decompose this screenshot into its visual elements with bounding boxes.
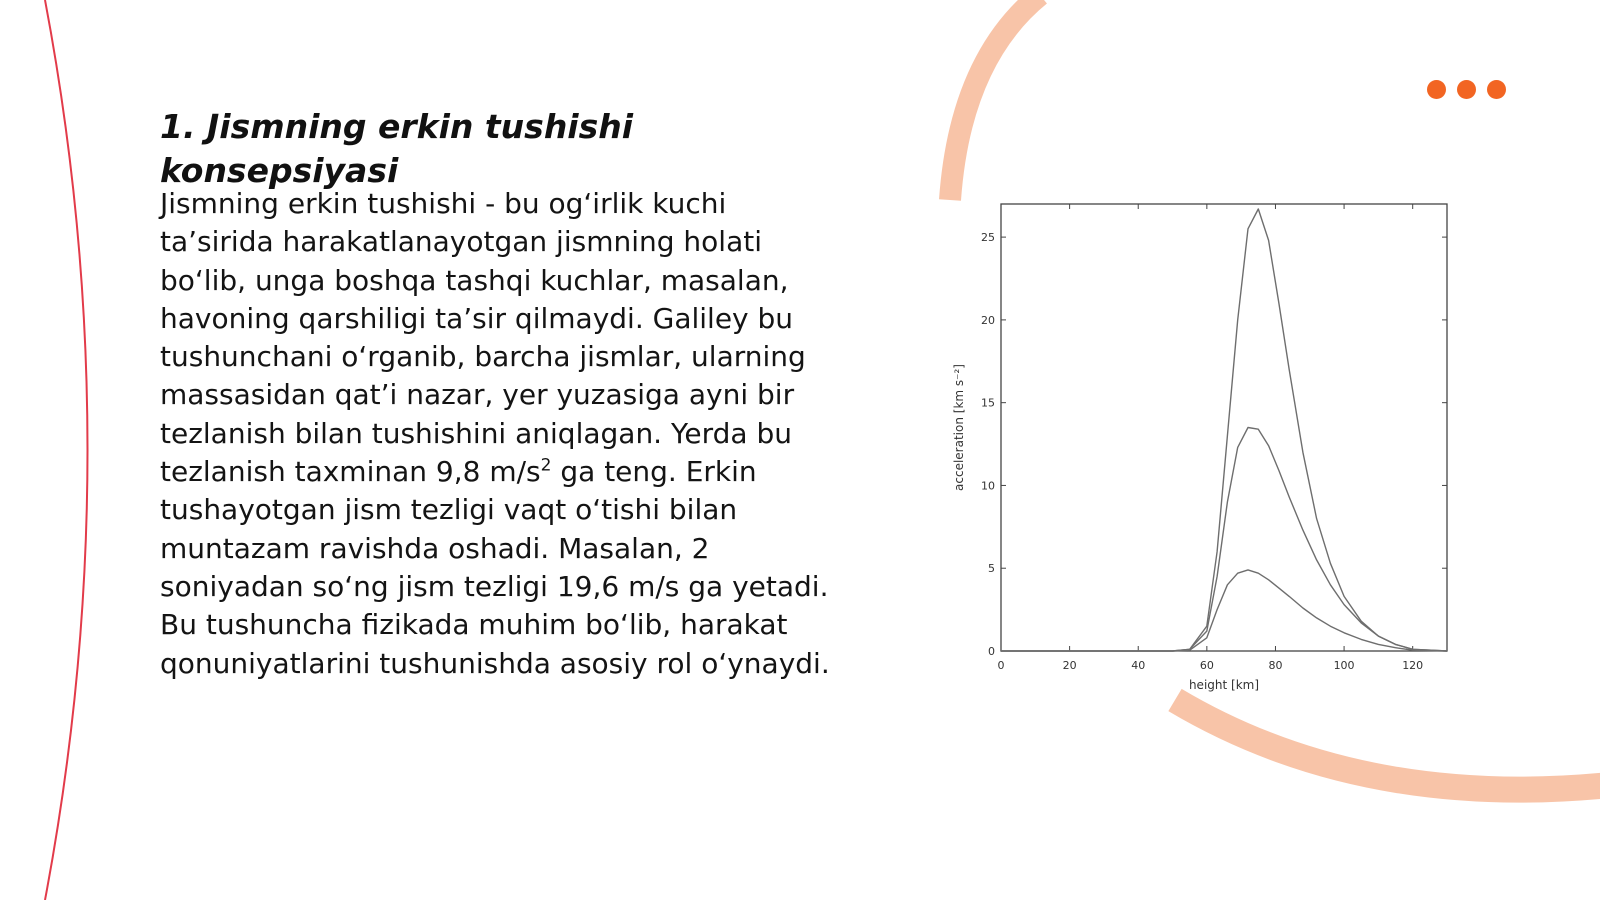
x-tick-label: 80: [1268, 659, 1283, 672]
y-tick-label: 10: [981, 479, 995, 493]
orange-arc-top: [950, 0, 1040, 200]
y-axis-label: acceleration [km s⁻²]: [952, 364, 966, 491]
menu-dot: [1457, 80, 1476, 99]
orange-arc-bottom: [1175, 700, 1600, 790]
y-tick-label: 20: [981, 313, 995, 327]
x-axis-label: height [km]: [1188, 678, 1260, 692]
acceleration-chart: [945, 190, 1455, 700]
body-text-part-2: ga teng. Erkin tushayotgan jism tezligi vaqt o‘tishi bilan muntazam ravishda oshadi. Masalan, 2 soniyadan so‘ng jism tezligi 19,6 m/s ga yetadi. Bu tushuncha fizikada muhim bo‘lib, harakat qonuniyatlarini tushunishda asosiy rol o‘ynaydi.: [160, 455, 830, 680]
series-line-3: [1001, 570, 1447, 651]
body-text-part-1: Jismning erkin tushishi - bu og‘irlik kuchi ta’sirida harakatlanayotgan jismning holati bo‘lib, unga boshqa tashqi kuchlar, masalan, havoning qarshiligi ta’sir qilmaydi. Galiley bu tushunchani o‘rganib, barcha jismlar, ularning massasidan qat’i nazar, yer yuzasiga ayni bir tezlanish bilan tushishini aniqlagan. Yerda bu tezlanish taxminan 9,8 m/s: [160, 187, 806, 489]
superscript: 2: [540, 455, 552, 476]
menu-dot: [1427, 80, 1446, 99]
y-tick-label: 25: [981, 231, 995, 245]
x-tick-label: 0: [997, 659, 1005, 672]
series-line-1: [1001, 209, 1447, 651]
left-red-curve: [45, 0, 88, 900]
x-tick-label: 60: [1199, 659, 1214, 672]
plot-frame: [1001, 204, 1447, 651]
chart-svg: [945, 190, 1455, 700]
series-line-2: [1001, 428, 1447, 652]
x-tick-label: 20: [1062, 659, 1077, 672]
y-tick-label: 5: [988, 562, 995, 576]
x-tick-label: 120: [1402, 659, 1424, 672]
y-tick-label: 0: [988, 645, 995, 658]
y-tick-label: 15: [981, 396, 995, 410]
x-tick-label: 100: [1333, 659, 1355, 672]
menu-dots: [1427, 80, 1506, 99]
menu-dot: [1487, 80, 1506, 99]
x-tick-label: 40: [1131, 659, 1146, 672]
slide-body-text: [160, 185, 840, 683]
slide-title: 1. Jismning erkin tushishi konsepsiyasi: [160, 107, 634, 190]
